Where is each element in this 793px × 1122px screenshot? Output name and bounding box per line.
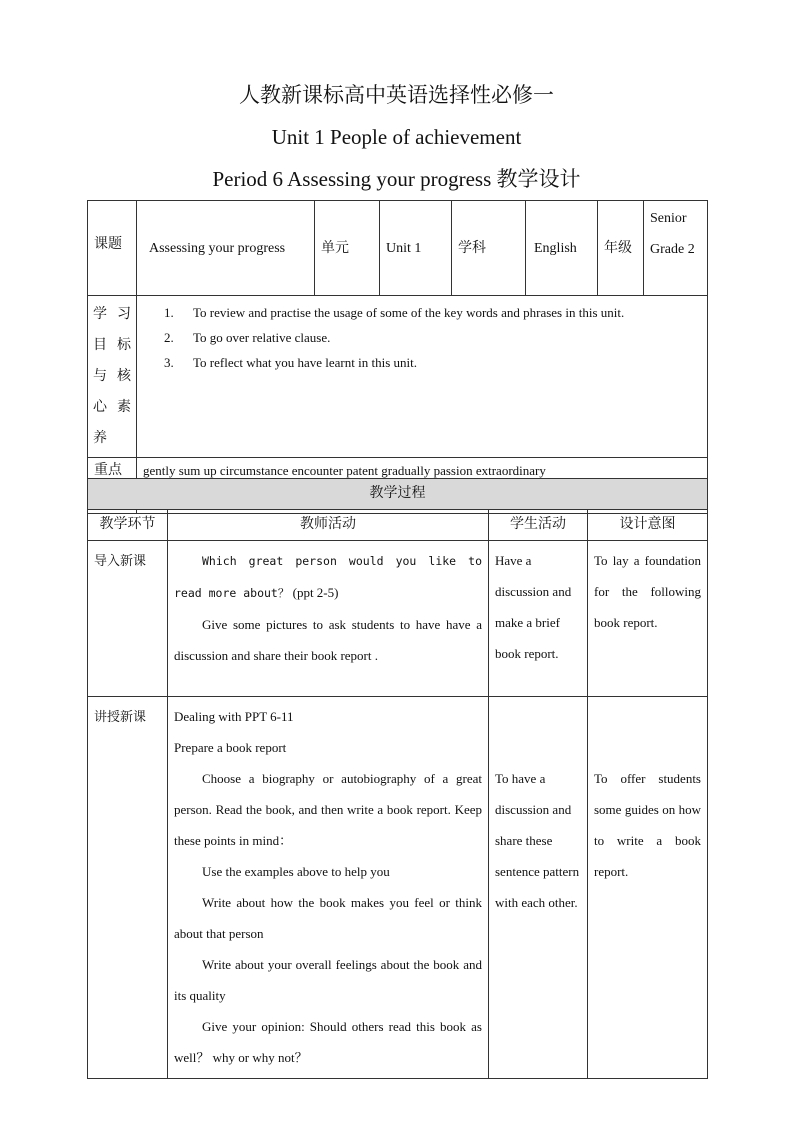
subject-value: English	[526, 201, 598, 296]
objectives-list	[137, 300, 707, 375]
lesson-info-table	[87, 200, 708, 514]
document-series-title: 人教新课标高中英语选择性必修一	[239, 83, 554, 107]
topic-value: Assessing your progress	[137, 201, 315, 296]
teacher-activity-intro	[168, 541, 489, 697]
stage-new-lesson: 讲授新课	[88, 697, 168, 1079]
process-header-row	[88, 510, 708, 541]
teacher-activity-new-lesson	[168, 697, 489, 1079]
teacher-text: Prepare a book report	[174, 740, 287, 755]
teaching-process-table	[87, 478, 708, 1079]
teacher-text: Give some pictures to ask students to have have a discussion and share their book report .	[174, 617, 482, 663]
objective-item: 3. To reflect what you have learnt in this unit.	[177, 350, 707, 375]
teacher-text: Choose a biography or autobiography of a great person. Read the book, and then write a book report. Keep these points in mind：	[174, 771, 482, 848]
purpose-new-lesson: To offer students some guides on how to write a book report.	[588, 697, 708, 1079]
key-points-label: 重点	[88, 458, 137, 486]
table-row	[88, 697, 708, 1079]
student-activity-new-lesson: To have a discussion and share these sentence pattern with each other.	[489, 697, 588, 1079]
header-design-purpose: 设计意图	[588, 510, 708, 541]
info-row-objectives	[88, 296, 708, 458]
unit-value: Unit 1	[380, 201, 452, 296]
teacher-text: Which great person would you like to read more about？ (ppt 2-5)	[174, 554, 482, 600]
grade-label: 年级	[598, 201, 644, 296]
unit-title: Unit 1 People of achievement	[271, 125, 522, 149]
student-activity-intro: Have a discussion and make a brief book report.	[489, 541, 588, 697]
document-header	[0, 80, 793, 194]
subject-label: 学科	[452, 201, 526, 296]
header-stage: 教学环节	[88, 510, 168, 541]
period-title: Period 6 Assessing your progress 教学设计	[212, 167, 581, 191]
topic-label: 课题	[88, 201, 137, 296]
process-title-row	[88, 479, 708, 510]
teacher-text: Give your opinion: Should others read this book as well？ why or why not？	[174, 1019, 482, 1065]
teacher-text: Write about your overall feelings about the book and its quality	[174, 957, 482, 1003]
info-row-topic	[88, 201, 708, 296]
objectives-label: 学 习 目标 与 核 心 素养	[88, 296, 137, 458]
teacher-text: Use the examples above to help you	[202, 864, 390, 879]
stage-intro: 导入新课	[88, 541, 168, 697]
teacher-text: Dealing with PPT 6-11	[174, 709, 294, 724]
purpose-intro: To lay a foundation for the following book report.	[588, 541, 708, 697]
objectives-cell	[137, 296, 708, 458]
table-row	[88, 541, 708, 697]
header-teacher-activity: 教师活动	[168, 510, 489, 541]
header-student-activity: 学生活动	[489, 510, 588, 541]
objective-item: 2. To go over relative clause.	[177, 325, 707, 350]
process-title: 教学过程	[88, 479, 708, 510]
objective-item: 1. To review and practise the usage of some of the key words and phrases in this unit.	[177, 300, 707, 325]
unit-label: 单元	[315, 201, 380, 296]
grade-value: Senior Grade 2	[644, 201, 708, 296]
key-points-value: gently sum up circumstance encounter patent gradually passion extraordinary	[137, 458, 708, 486]
teacher-text: Write about how the book makes you feel or think about that person	[174, 895, 482, 941]
